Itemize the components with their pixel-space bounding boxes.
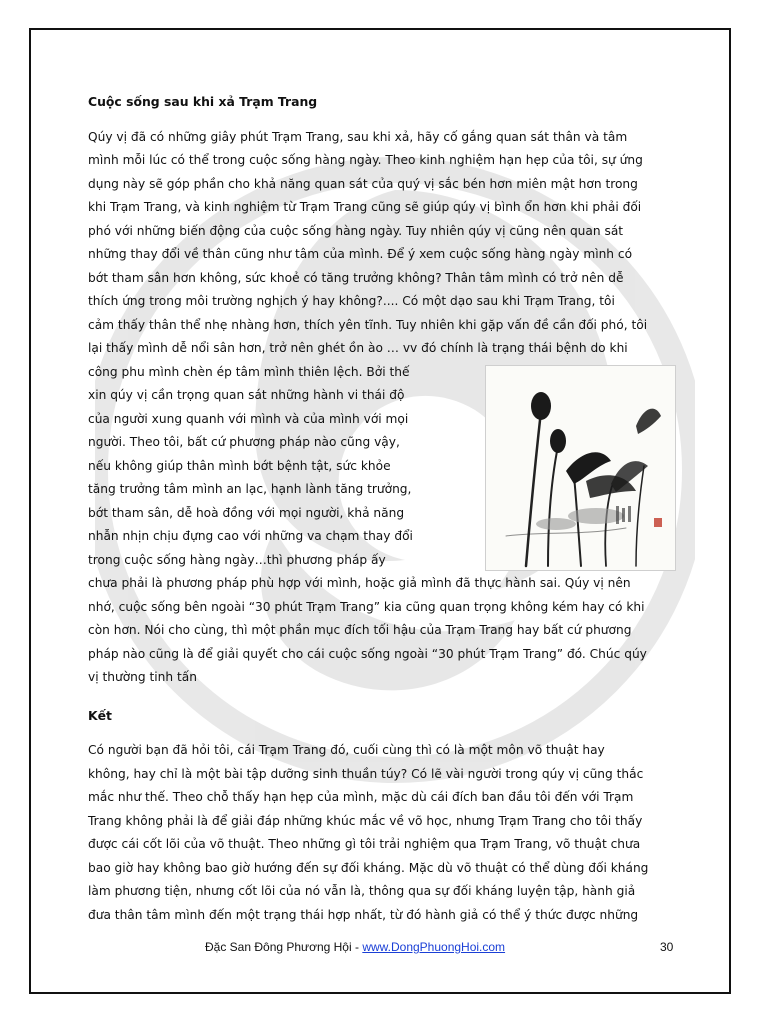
text-line: bớt tham sân, dễ hoà đồng với mọi người, khả năng — [88, 505, 405, 520]
text-line: phó với những biến động của cuộc sống hàng ngày. Tuy nhiên qúy vị cũng nên quan sát — [88, 223, 624, 238]
text-line: còn hơn. Nói cho cùng, thì một phần mục đích tối hậu của Trạm Trang hay bất cứ phương — [88, 623, 632, 637]
text-line: mắc như thế. Theo chỗ thấy hạn hẹp của mình, mặc dù cái đích ban đầu tôi đến với Trạm — [88, 790, 634, 804]
text-line: lại thấy mình dễ nổi sân hơn, trở nên ghét ồn ào … vv đó chính là trạng thái bệnh do khi — [88, 341, 628, 355]
text-line: khi Trạm Trang, và kinh nghiệm từ Trạm Trang cũng sẽ giúp qúy vị bình ổn hơn khi phải đối — [88, 200, 642, 214]
text-line: nhớ, cuộc sống bên ngoài “30 phút Trạm Trang” kia cũng quan trọng không kém hay có khi — [88, 599, 645, 614]
text-line: mình mỗi lúc có thể trong cuộc sống hàng ngày. Theo kinh nghiệm hạn hẹp của tôi, sự ứng — [88, 153, 643, 167]
text-line: trong cuộc sống hàng ngày…thì phương pháp ấy — [88, 552, 386, 567]
page-number: 30 — [660, 940, 674, 954]
section-heading-conclusion: Kết — [88, 707, 112, 723]
ink-painting-image — [485, 365, 676, 571]
text-line: thích ứng trong môi trường nghịch ý hay không?.... Có một dạo sau khi Trạm Trang, tôi — [88, 294, 615, 308]
text-line: làm phương tiện, nhưng cốt lõi của nó vẫn là, thông qua sự đối kháng luyện tập, hành giả — [88, 884, 636, 898]
paragraph-conclusion — [88, 739, 676, 927]
text-line: cảm thấy thân thể nhẹ nhàng hơn, thích yên tĩnh. Tuy nhiên khi gặp vấn đề cần đối phó, tôi — [88, 317, 648, 332]
publication-name: Đặc San Đông Phương Hội - — [205, 940, 363, 954]
paragraph-life-after — [88, 126, 676, 361]
text-line: dụng này sẽ góp phần cho khả năng quan sát của quý vị sắc bén hơn miên mật hơn trong — [88, 176, 638, 191]
footer-publication — [205, 940, 505, 954]
section-heading-life-after: Cuộc sống sau khi xả Trạm Trang — [88, 94, 318, 109]
text-line: bao giờ hay không bao giờ hướng đến sự đối kháng. Mặc dù võ thuật có thể dùng đối kháng — [88, 860, 649, 875]
document-body — [88, 90, 676, 927]
text-line: Có người bạn đã hỏi tôi, cái Trạm Trang đó, cuối cùng thì có là một môn võ thuật hay — [88, 743, 605, 757]
text-line: Trang không phải là để giải đáp những khúc mắc về võ học, nhưng Trạm Trang cho tôi thấy — [88, 813, 643, 828]
text-line: của người xung quanh với mình và của mình với mọi — [88, 411, 409, 426]
paragraph-closing — [88, 572, 676, 690]
text-line: đưa thân tâm mình đến một trạng thái hợp nhất, từ đó hành giả có thể ý thức được những — [88, 907, 639, 922]
wrapped-block — [88, 361, 676, 573]
website-link[interactable]: www.DongPhuongHoi.com — [362, 940, 506, 954]
text-line: bớt tham sân hơn không, sức khoẻ có tăng trưởng không? Thân tâm mình có trở nên dễ — [88, 270, 624, 285]
text-line: pháp nào cũng là để giải quyết cho cái cuộc sống ngoài “30 phút Trạm Trang” đó. Chúc qúy — [88, 646, 647, 661]
text-line: Qúy vị đã có những giây phút Trạm Trang, sau khi xả, hãy cố gắng quan sát thân và tâm — [88, 129, 628, 144]
text-line: những thay đổi về thân cũng như tâm của mình. Để ý xem cuộc sống hàng ngày mình có — [88, 247, 633, 261]
text-line: tăng trưởng tâm mình an lạc, hạnh lành tăng trưởng, — [88, 482, 412, 496]
text-line: được cái cốt lõi của võ thuật. Theo những gì tôi trải nghiệm qua Trạm Trang, võ thuật chưa — [88, 837, 641, 851]
text-line: xin qúy vị cần trọng quan sát những hành vi thái độ — [88, 388, 405, 402]
text-line: nhẫn nhịn chịu đựng cao với những va chạm thay đổi — [88, 529, 413, 543]
text-line: người. Theo tôi, bất cứ phương pháp nào cũng vậy, — [88, 435, 400, 449]
text-line: công phu mình chèn ép tâm mình thiên lệch. Bởi thế — [88, 364, 410, 379]
text-line: vị thường tinh tấn — [88, 670, 197, 684]
text-line: chưa phải là phương pháp phù hợp với mình, hoặc giả mình đã thực hành sai. Qúy vị nên — [88, 576, 631, 590]
lotus-ink-painting — [486, 366, 675, 570]
text-line: không, hay chỉ là một bài tập dưỡng sinh thuần túy? Có lẽ vài người trong qúy vị cũng thắc — [88, 766, 644, 781]
text-line: nếu không giúp thân mình bớt bệnh tật, sức khỏe — [88, 458, 391, 473]
